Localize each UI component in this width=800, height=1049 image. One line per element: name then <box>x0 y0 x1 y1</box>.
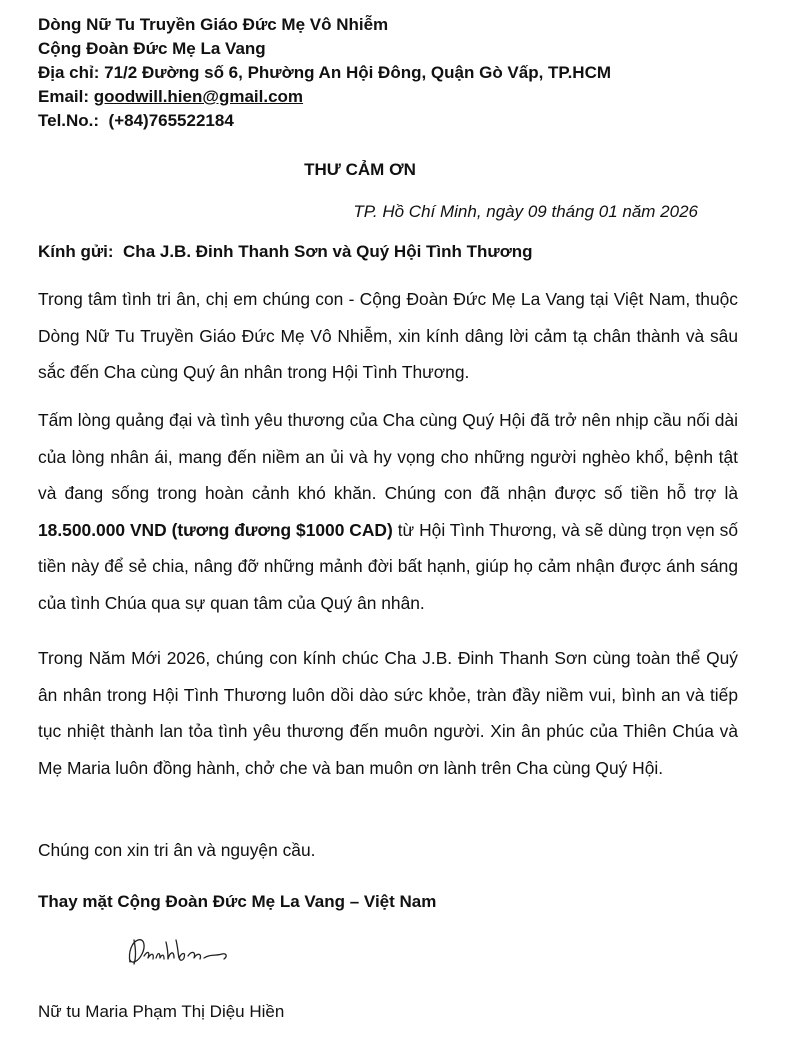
recipient-label: Kính gửi: <box>38 242 114 261</box>
phone-label: Tel.No.: <box>38 111 100 130</box>
paragraph-new-year-wishes: Trong Năm Mới 2026, chúng con kính chúc Cha J.B. Đinh Thanh Sơn cùng toàn thể Quý ân nhân trong Hội Tình Thương luôn dồi dào sức khỏe, tràn đầy niềm vui, bình an và tiếp tục nhiệt thành lan tỏa tình yêu thương đến muôn người. Xin ân phúc của Thiên Chúa và Mẹ Maria luôn đồng hành, chở che và ban muôn ơn lành trên Cha cùng Quý Hội. <box>38 648 738 778</box>
email-line <box>38 86 303 108</box>
address-value: 71/2 Đường số 6, Phường An Hội Đông, Quận Gò Vấp, TP.HCM <box>104 63 612 82</box>
donation-text-before: Tấm lòng quảng đại và tình yêu thương của Cha cùng Quý Hội đã trở nên nhịp cầu nối dài của lòng nhân ái, mang đến niềm an ủi và hy vọng cho những người nghèo khổ, bệnh tật và đang sống trong hoàn cảnh khó khăn. Chúng con đã nhận được số tiền hỗ trợ là <box>38 410 738 503</box>
donation-text-after: từ Hội Tình Thương, và sẽ dùng trọn vẹn số tiền này để sẻ chia, nâng đỡ những mảnh đời bất hạnh, giúp họ cảm nhận được ánh sáng của tình Chúa qua sự quan tâm của Quý ân nhân. <box>38 519 738 613</box>
signer-name: Nữ tu Maria Phạm Thị Diệu Hiền <box>38 1002 285 1021</box>
phone-value: (+84)765522184 <box>108 111 234 130</box>
phone-line <box>38 110 234 132</box>
community-name: Cộng Đoàn Đức Mẹ La Vang <box>38 39 266 58</box>
donation-amount: 18.500.000 VND (tương đương $1000 CAD) <box>38 519 393 540</box>
paragraph-gratitude: Trong tâm tình tri ân, chị em chúng con - Cộng Đoàn Đức Mẹ La Vang tại Việt Nam, thuộc Dòng Nữ Tu Truyền Giáo Đức Mẹ Vô Nhiễm, xin kính dâng lời cảm tạ chân thành và sâu sắc đến Cha cùng Quý ân nhân trong Hội Tình Thương. <box>38 289 738 382</box>
on-behalf-line: Thay mặt Cộng Đoàn Đức Mẹ La Vang – Việt Nam <box>38 892 437 911</box>
paragraph-prayer: Chúng con xin tri ân và nguyện cầu. <box>38 840 316 860</box>
recipient-value: Cha J.B. Đinh Thanh Sơn và Quý Hội Tình Thương <box>123 242 533 261</box>
handwritten-signature <box>124 932 234 972</box>
dateline: TP. Hồ Chí Minh, ngày 09 tháng 01 năm 2026 <box>353 202 698 221</box>
address-line <box>38 62 611 84</box>
email-link[interactable]: goodwill.hien@gmail.com <box>93 87 304 106</box>
address-label: Địa chỉ: <box>38 63 100 82</box>
order-name: Dòng Nữ Tu Truyền Giáo Đức Mẹ Vô Nhiễm <box>38 15 389 34</box>
letter-title: THƯ CẢM ƠN <box>304 160 416 179</box>
paragraph-donation <box>38 402 738 621</box>
recipient-line <box>38 241 533 263</box>
email-label: Email: <box>38 87 90 106</box>
